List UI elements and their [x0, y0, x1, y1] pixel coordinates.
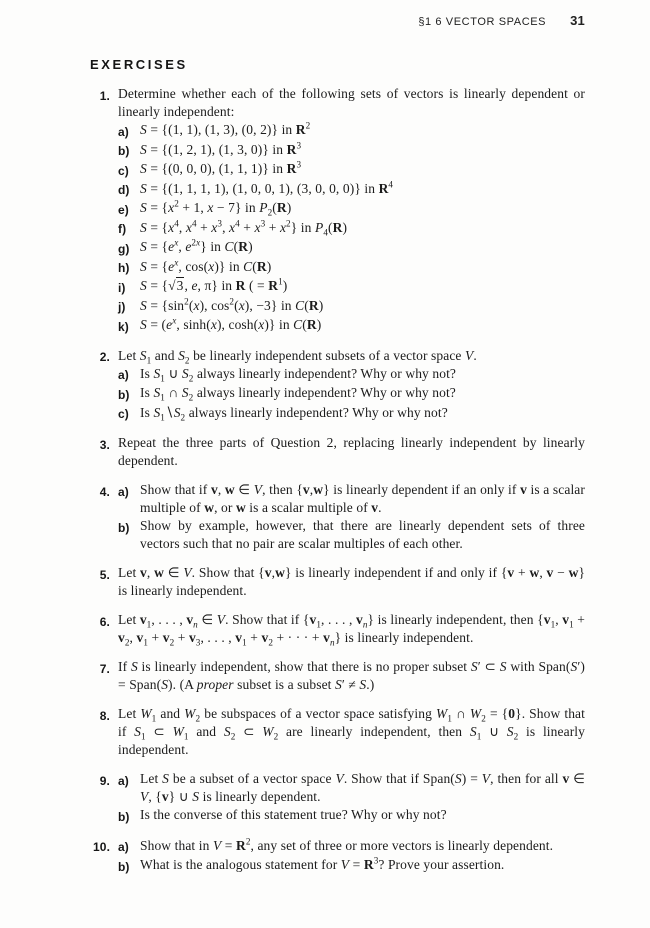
page-header: [90, 12, 585, 31]
part-text: Show by example, however, that there are linearly dependent sets of three vectors such that no pair are scalar multiples of each other.: [140, 518, 585, 551]
part-text: Show that if v, w ∈ V, then {v,w} is linearly dependent if an only if v is a scalar multiple of w, or w is a scalar multiple of v.: [140, 482, 585, 515]
exercise-body: [118, 347, 585, 424]
part-label: f): [118, 222, 127, 236]
exercise-body: [118, 481, 585, 553]
exercise-part: [118, 160, 585, 180]
exercise-body: [118, 770, 585, 826]
exercise: [90, 770, 585, 826]
exercise-number: 4.: [99, 484, 110, 499]
part-label: b): [118, 809, 130, 824]
part-label: i): [118, 280, 126, 295]
exercise-part: [118, 121, 585, 141]
part-label: b): [118, 520, 130, 535]
part-text: $S = \{\sin^2(x)$, $\cos^2(x)$, −3} in C(R): [140, 296, 324, 313]
exercise-part: [118, 384, 585, 404]
part-label: h): [118, 261, 130, 275]
part-label: c): [118, 407, 129, 421]
part-text: $S = (e^x$, sinh(x), cosh(x)} in C(R): [140, 315, 322, 332]
exercise-part: [118, 141, 585, 161]
part-label: d): [118, 183, 130, 197]
part-text: S = {(1, 1), (1, 3), (0, 2)} in $R^2$: [140, 120, 311, 137]
exercise-number: 10.: [93, 840, 110, 854]
exercise-part: [118, 837, 585, 857]
part-label: c): [118, 163, 129, 178]
exercise-body: [118, 611, 585, 647]
part-label: k): [118, 319, 129, 334]
part-label: a): [118, 368, 129, 382]
page-number: 31: [570, 13, 585, 28]
part-label: b): [118, 144, 130, 158]
part-text: S = {(0, 0, 0), (1, 1, 1)} in $R^3$: [140, 159, 302, 176]
section-title: §1 6 VECTOR SPACES: [418, 16, 547, 28]
exercise-part: [118, 219, 585, 239]
exercise-part: [118, 316, 585, 336]
exercise-number: 8.: [99, 708, 110, 723]
exercise: [90, 434, 585, 470]
exercise-part: [118, 180, 585, 200]
part-text: S = {(1, 1, 1, 1), (1, 0, 0, 1), (3, 0, 0, 0)} in $R^4$: [140, 179, 394, 196]
exercise-number: 6.: [99, 614, 110, 629]
exercise-part: [118, 404, 585, 424]
exercise-number: 7.: [99, 661, 110, 676]
exercise-part: [118, 297, 585, 317]
exercise: [90, 481, 585, 553]
part-text: Is $S_1$ ∩ $S_2$ always linearly independent? Why or why not?: [140, 385, 456, 403]
exercise-intro: Let $S_1$ and $S_2$ be linearly independent subsets of a vector space V.: [118, 347, 477, 366]
exercise-part: [118, 199, 585, 219]
exercise-part: [118, 238, 585, 258]
exercise-intro: If S is linearly independent, show that there is no proper subset S′ ⊂ S with Span(S′) = Span(S). (A proper subset is a subset S′ ≠ S.): [118, 659, 585, 692]
exercise-part: [118, 517, 585, 553]
exercise-intro: Repeat the three parts of Question 2, replacing linearly independent by linearly dependent.: [118, 435, 585, 468]
part-label: a): [118, 484, 129, 499]
exercise-part: [118, 770, 585, 806]
exercise-number: 9.: [99, 773, 110, 788]
part-label: g): [118, 241, 130, 256]
exercise: [90, 85, 585, 336]
part-label: j): [118, 300, 126, 314]
part-label: e): [118, 202, 129, 217]
exercise-part: [118, 481, 585, 517]
exercise-list: [90, 85, 585, 876]
exercise-part: [118, 258, 585, 278]
exercise-intro: Let $v_1$, . . . , $v_n$ ∈ V. Show that if {$v_1$, . . . , $v_n$} is linearly independent, then {$v_1$, $v_1 + v_2$, $v_1 + v_2 + v_3$, . . . , $v_1 + v_2$ + · · · + $v_n$} is linearly independent.: [118, 612, 586, 648]
exercise-body: [118, 837, 585, 876]
part-text: Is $S_1∖S_2$ always linearly independent? Why or why not?: [140, 404, 448, 423]
part-label: a): [118, 840, 129, 854]
exercise: [90, 658, 585, 694]
part-text: S = {√3, e, π} in R ( = $R^1$): [140, 276, 288, 293]
part-text: Let S be a subset of a vector space V. Show that if Span(S) = V, then for all v ∈ V, {v} ∪ S is linearly dependent.: [140, 771, 586, 804]
exercise-intro: Let v, w ∈ V. Show that {v,w} is linearly independent if and only if {v + w, v − w} is linearly independent.: [118, 565, 586, 598]
exercise-body: [118, 564, 585, 600]
exercise-number: 3.: [99, 437, 110, 452]
part-label: a): [118, 773, 129, 788]
part-text: S = {(1, 2, 1), (1, 3, 0)} in $R^3$: [140, 140, 302, 157]
part-text: Is the converse of this statement true? Why or why not?: [140, 807, 447, 822]
exercise-part: [118, 277, 585, 297]
exercise-body: [118, 658, 585, 694]
exercises-heading: EXERCISES: [90, 57, 188, 72]
exercise: [90, 705, 585, 759]
part-text: $S = \{x^2 + 1$, x − 7} in $P_2(R)$: [140, 198, 292, 218]
part-text: What is the analogous statement for $V = R^3$? Prove your assertion.: [140, 855, 505, 872]
part-text: $S = \{e^x$, $e^{2x}$} in C(R): [140, 237, 253, 254]
part-label: a): [118, 124, 129, 139]
exercise-part: [118, 856, 585, 876]
exercise-intro: Let $W_1$ and $W_2$ be subspaces of a vector space satisfying $W_1$ ∩ $W_2 = \{0\}$. Show that if $S_1$ ⊂ $W_1$ and $S_2$ ⊂ $W_2$ are linearly independent, then $S_1$ ∪ $S_2$ is linearly independent.: [118, 706, 585, 757]
part-text: $S = \{e^x$, cos(x)} in C(R): [140, 257, 272, 274]
exercise-number: 1.: [99, 88, 110, 103]
part-text: Show that in $V = R^2$, any set of three or more vectors is linearly dependent.: [140, 836, 554, 853]
exercise: [90, 611, 585, 647]
exercise-number: 2.: [99, 350, 110, 364]
exercise-intro: Determine whether each of the following sets of vectors is linearly dependent or linearly independent:: [118, 86, 585, 119]
exercise: [90, 347, 585, 424]
exercise-body: [118, 434, 585, 470]
exercise: [90, 564, 585, 600]
part-text: Is $S_1$ ∪ $S_2$ always linearly independent? Why or why not?: [140, 365, 457, 384]
exercise: [90, 837, 585, 876]
part-label: b): [118, 859, 130, 874]
exercise-body: [118, 85, 585, 336]
exercise-part: [118, 365, 585, 385]
exercise-body: [118, 705, 585, 759]
exercise-part: [118, 806, 585, 826]
part-label: b): [118, 387, 130, 402]
part-text: $S = \{x^4$, $x^4 + x^3$, $x^4 + x^3 + x^2$} in $P_4(R)$: [140, 218, 348, 238]
exercise-number: 5.: [99, 567, 110, 582]
